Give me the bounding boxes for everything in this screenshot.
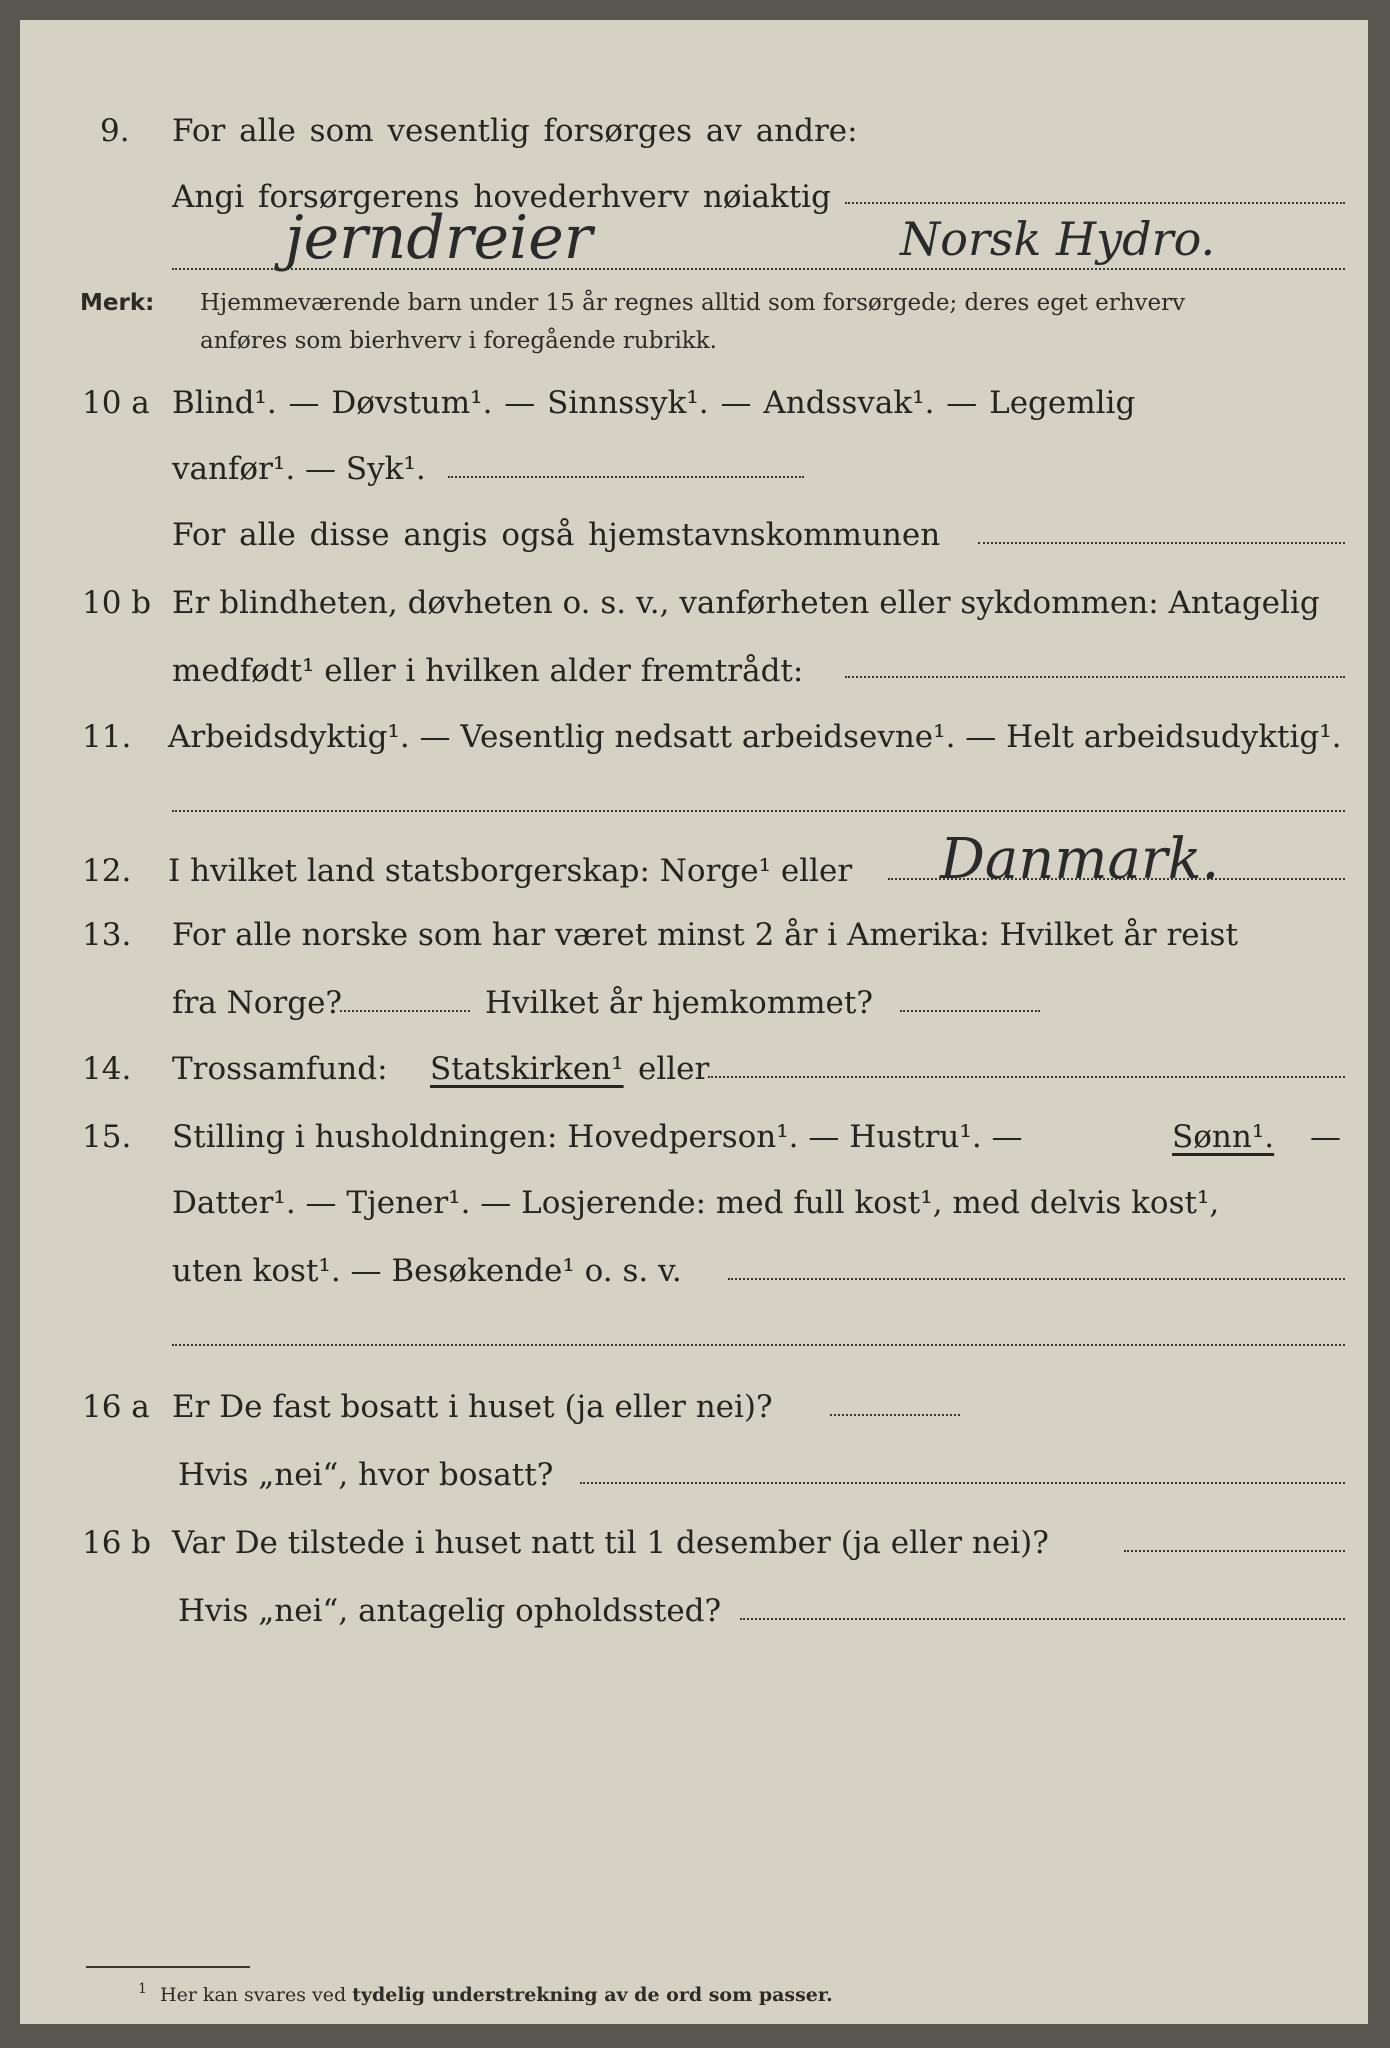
q10b-line2: medfødt¹ eller i hvilken alder fremtrådt: bbox=[172, 653, 804, 689]
footnote-rule bbox=[86, 1966, 250, 1968]
q16b-number: 16 b bbox=[82, 1525, 152, 1561]
merk-label: Merk: bbox=[80, 290, 155, 316]
q16b-line2: Hvis „nei“, antagelig opholdssted? bbox=[178, 1593, 722, 1629]
q15-answer-line bbox=[172, 1344, 1345, 1346]
q15-number: 15. bbox=[82, 1119, 132, 1155]
q10a-line2-fill bbox=[448, 476, 804, 478]
q11-line1: Arbeidsdyktig¹. — Vesentlig nedsatt arbeidsevne¹. — Helt arbeidsudyktig¹. bbox=[168, 719, 1342, 755]
q16b-line2-fill bbox=[740, 1618, 1345, 1620]
q16a-line2-fill bbox=[580, 1482, 1345, 1484]
q10a-line3: For alle disse angis også hjemstavnskommunen bbox=[172, 517, 941, 553]
q15-line3-fill bbox=[728, 1278, 1345, 1280]
q9-answer-line bbox=[172, 268, 1345, 270]
q12-number: 12. bbox=[82, 853, 132, 889]
q9-line1: For alle som vesentlig forsørges av andre: bbox=[172, 113, 858, 149]
q10a-line1: Blind¹. — Døvstum¹. — Sinnssyk¹. — Andssvak¹. — Legemlig bbox=[172, 385, 1136, 421]
q15-line1-dash: — bbox=[1310, 1119, 1341, 1155]
q9-answer-occupation: jerndreier bbox=[285, 203, 593, 273]
q16b-line1-fill bbox=[1124, 1550, 1345, 1552]
merk-line1: Hjemmeværende barn under 15 år regnes alltid som forsørgede; deres eget erhverv bbox=[200, 290, 1186, 316]
q10a-number: 10 a bbox=[82, 385, 150, 421]
q14-rest: eller bbox=[638, 1051, 710, 1087]
q13-year-left-fill bbox=[340, 1010, 470, 1012]
q15-line1: Stilling i husholdningen: Hovedperson¹. — Hustru¹. — bbox=[172, 1119, 1023, 1155]
footnote-text-bold: tydelig understrekning av de ord som passer. bbox=[352, 1984, 833, 2006]
q15-option-son: Sønn¹. bbox=[1172, 1119, 1275, 1155]
q11-answer-line bbox=[172, 810, 1345, 812]
merk-line2: anføres som bierhverv i foregående rubrikk. bbox=[200, 328, 717, 354]
q12-fill bbox=[888, 878, 1345, 880]
q14-label: Trossamfund: bbox=[172, 1051, 388, 1087]
q9-number: 9. bbox=[100, 113, 130, 149]
q13-line2-right: Hvilket år hjemkommet? bbox=[485, 985, 873, 1021]
q10b-line2-fill bbox=[845, 676, 1345, 678]
q13-number: 13. bbox=[82, 917, 132, 953]
q9-line2: Angi forsørgerens hovederhverv nøiaktig bbox=[172, 179, 831, 215]
q14-number: 14. bbox=[82, 1051, 132, 1087]
q13-line2-left: fra Norge? bbox=[172, 985, 343, 1021]
census-form-page bbox=[20, 20, 1368, 2024]
q11-number: 11. bbox=[82, 719, 132, 755]
q16a-line1: Er De fast bosatt i huset (ja eller nei)? bbox=[172, 1389, 773, 1425]
q15-line3: uten kost¹. — Besøkende¹ o. s. v. bbox=[172, 1253, 682, 1289]
q16b-line1: Var De tilstede i huset natt til 1 desember (ja eller nei)? bbox=[172, 1525, 1049, 1561]
q13-year-returned-fill bbox=[900, 1010, 1040, 1012]
q10b-number: 10 b bbox=[82, 585, 152, 621]
q9-line2-fill bbox=[845, 202, 1345, 204]
q16a-number: 16 a bbox=[82, 1389, 150, 1425]
q10a-line2: vanfør¹. — Syk¹. bbox=[172, 451, 426, 487]
q16a-line1-fill bbox=[830, 1414, 960, 1416]
footnote-mark: 1 bbox=[138, 1981, 147, 1997]
q14-option-state-church: Statskirken¹ bbox=[430, 1051, 624, 1087]
q9-answer-employer: Norsk Hydro. bbox=[900, 212, 1216, 266]
q10b-line1: Er blindheten, døvheten o. s. v., vanførheten eller sykdommen: Antagelig bbox=[172, 585, 1320, 621]
q15-line2: Datter¹. — Tjener¹. — Losjerende: med full kost¹, med delvis kost¹, bbox=[172, 1185, 1220, 1221]
footnote-text bbox=[160, 1986, 833, 2005]
q12-answer-country: Danmark. bbox=[940, 827, 1220, 892]
q12-line1: I hvilket land statsborgerskap: Norge¹ eller bbox=[168, 853, 853, 889]
q10a-line3-fill bbox=[978, 542, 1345, 544]
q13-line1: For alle norske som har været minst 2 år i Amerika: Hvilket år reist bbox=[172, 917, 1238, 953]
q16a-line2: Hvis „nei“, hvor bosatt? bbox=[178, 1457, 554, 1493]
footnote-text-plain: Her kan svares ved bbox=[160, 1984, 353, 2006]
q14-fill bbox=[708, 1076, 1345, 1078]
